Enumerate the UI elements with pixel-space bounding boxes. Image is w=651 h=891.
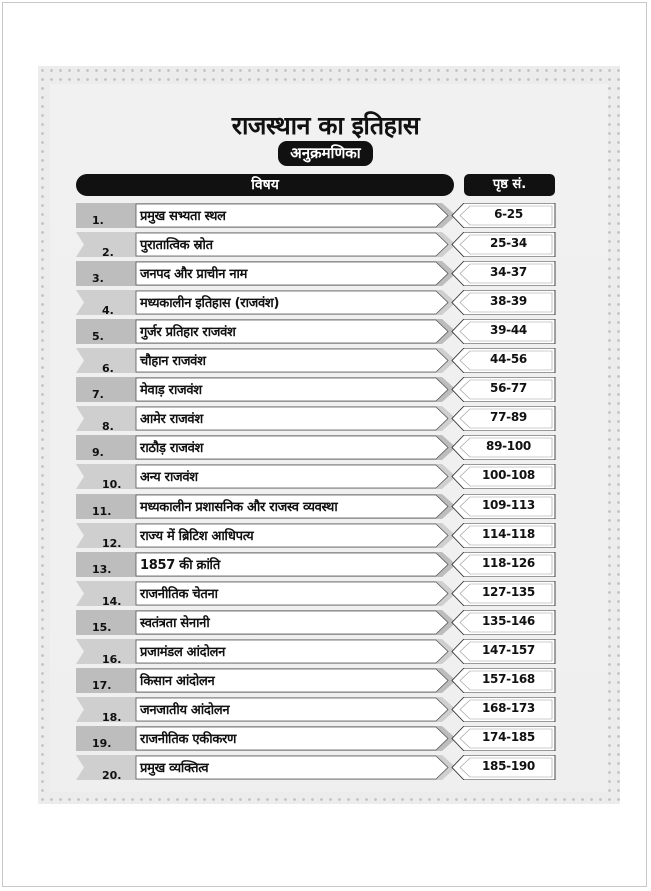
row-number: 7. (92, 388, 104, 401)
toc-row (76, 581, 556, 606)
row-pages: 44-56 (490, 352, 527, 366)
row-pages: 135-146 (482, 614, 535, 628)
toc-row (76, 552, 556, 577)
toc-row (76, 726, 556, 751)
row-number: 9. (92, 446, 104, 459)
row-topic: पुरातात्विक स्रोत (140, 238, 213, 253)
row-topic: मेवाड़ राजवंश (140, 383, 202, 398)
row-topic: आमेर राजवंश (140, 412, 203, 427)
toc-row (76, 464, 556, 489)
row-pages: 34-37 (490, 265, 527, 279)
row-topic: राजनीतिक चेतना (140, 587, 218, 602)
row-number: 13. (92, 563, 112, 576)
row-topic: अन्य राजवंश (140, 470, 198, 485)
column-header-page: पृष्ठ सं. (464, 174, 555, 196)
row-topic: स्वतंत्रता सेनानी (140, 616, 210, 631)
toc-row (76, 406, 556, 431)
toc-row (76, 435, 556, 460)
toc-row (76, 494, 556, 519)
toc-row (76, 755, 556, 780)
row-pages: 100-108 (482, 468, 535, 482)
row-pages: 39-44 (490, 323, 527, 337)
row-topic: चौहान राजवंश (140, 354, 206, 369)
toc-row (76, 377, 556, 402)
row-pages: 174-185 (482, 730, 535, 744)
row-number: 3. (92, 272, 104, 285)
row-pages: 147-157 (482, 643, 535, 657)
row-topic: जनपद और प्राचीन नाम (140, 267, 248, 282)
toc-row (76, 639, 556, 664)
page-title: राजस्थान का इतिहास (231, 111, 420, 140)
toc-row (76, 319, 556, 344)
toc-row (76, 290, 556, 315)
row-topic: गुर्जर प्रतिहार राजवंश (140, 325, 236, 340)
column-header-topic: विषय (76, 174, 454, 196)
row-pages: 168-173 (482, 701, 535, 715)
row-number: 4. (102, 304, 114, 317)
toc-row (76, 203, 556, 228)
row-number: 12. (102, 537, 122, 550)
row-pages: 6-25 (494, 207, 523, 221)
subtitle-badge: अनुक्रमणिका (278, 141, 372, 166)
row-pages: 127-135 (482, 585, 535, 599)
row-number: 15. (92, 621, 112, 634)
row-pages: 109-113 (482, 498, 535, 512)
row-topic: प्रमुख सभ्यता स्थल (140, 209, 226, 224)
subtitle-wrap (0, 141, 651, 166)
row-topic: राजनीतिक एकीकरण (140, 732, 237, 747)
row-topic: किसान आंदोलन (140, 674, 215, 689)
row-number: 1. (92, 214, 104, 227)
row-pages: 77-89 (490, 410, 527, 424)
row-number: 10. (102, 478, 122, 491)
toc-row (76, 668, 556, 693)
row-number: 8. (102, 420, 114, 433)
row-number: 16. (102, 653, 122, 666)
row-topic: राठौड़ राजवंश (140, 441, 204, 456)
row-number: 11. (92, 505, 112, 518)
row-pages: 118-126 (482, 556, 535, 570)
row-number: 2. (102, 246, 114, 259)
toc-row (76, 261, 556, 286)
row-number: 19. (92, 737, 112, 750)
row-pages: 56-77 (490, 381, 527, 395)
row-topic: मध्यकालीन इतिहास (राजवंश) (140, 296, 280, 311)
row-topic: मध्यकालीन प्रशासनिक और राजस्व व्यवस्था (140, 500, 338, 515)
toc-row (76, 697, 556, 722)
row-pages: 38-39 (490, 294, 527, 308)
row-topic: प्रजामंडल आंदोलन (140, 645, 226, 660)
row-number: 18. (102, 711, 122, 724)
toc-row (76, 232, 556, 257)
row-pages: 157-168 (482, 672, 535, 686)
row-pages: 114-118 (482, 527, 535, 541)
row-pages: 25-34 (490, 236, 527, 250)
row-number: 6. (102, 362, 114, 375)
row-number: 5. (92, 330, 104, 343)
toc-row (76, 610, 556, 635)
row-topic: राज्य में ब्रिटिश आधिपत्य (140, 529, 254, 544)
row-topic: 1857 की क्रांति (140, 558, 221, 573)
row-number: 17. (92, 679, 112, 692)
row-topic: जनजातीय आंदोलन (140, 703, 230, 718)
row-topic: प्रमुख व्यक्तित्व (140, 761, 209, 776)
toc-row (76, 523, 556, 548)
toc-row (76, 348, 556, 373)
row-number: 14. (102, 595, 122, 608)
row-pages: 89-100 (486, 439, 531, 453)
row-pages: 185-190 (482, 759, 535, 773)
row-number: 20. (102, 769, 122, 782)
